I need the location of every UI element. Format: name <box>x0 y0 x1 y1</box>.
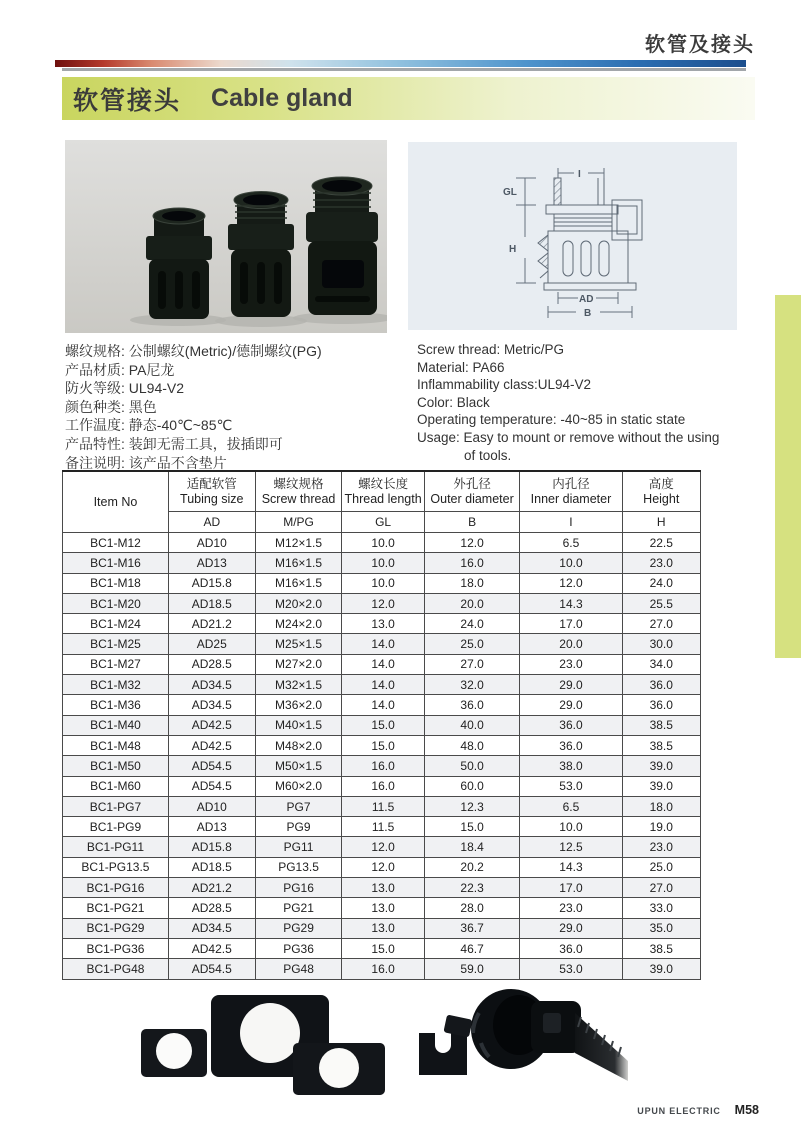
specs-chinese-list <box>65 342 413 472</box>
accessories-photo-image <box>123 977 628 1109</box>
table-cell: 39.0 <box>622 756 701 776</box>
table-cell: AD10 <box>168 533 255 553</box>
table-row <box>63 817 701 837</box>
table-cell: 10.0 <box>342 573 424 593</box>
table-cell: BC1-PG13.5 <box>63 857 169 877</box>
table-cell: BC1-M18 <box>63 573 169 593</box>
col-symbol-i: I <box>520 512 622 533</box>
table-row <box>63 634 701 654</box>
table-cell: BC1-M40 <box>63 715 169 735</box>
table-cell: BC1-PG48 <box>63 959 169 979</box>
table-cell: 38.0 <box>520 756 622 776</box>
spec-line: Color: Black <box>417 394 490 410</box>
spec-table <box>62 470 701 980</box>
table-cell: M16×1.5 <box>255 573 342 593</box>
table-cell: AD15.8 <box>168 837 255 857</box>
table-cell: AD34.5 <box>168 675 255 695</box>
table-cell: 16.0 <box>424 553 520 573</box>
table-row <box>63 695 701 715</box>
table-row <box>63 735 701 755</box>
table-cell: BC1-PG9 <box>63 817 169 837</box>
col-header-outer-diameter: 外孔径 Outer diameter <box>424 471 520 512</box>
table-cell: PG11 <box>255 837 342 857</box>
table-cell: M36×2.0 <box>255 695 342 715</box>
table-cell: 36.0 <box>622 695 701 715</box>
table-cell: AD34.5 <box>168 918 255 938</box>
product-title-zh: 软管接头 <box>73 86 182 115</box>
spec-line: of tools. <box>464 447 512 463</box>
table-row <box>63 654 701 674</box>
table-cell: 23.0 <box>520 898 622 918</box>
table-cell: 29.0 <box>520 918 622 938</box>
table-cell: 10.0 <box>342 553 424 573</box>
table-cell: 15.0 <box>342 735 424 755</box>
table-cell: BC1-M25 <box>63 634 169 654</box>
accessories-photo <box>123 977 628 1109</box>
table-cell: 23.0 <box>520 654 622 674</box>
table-cell: 53.0 <box>520 959 622 979</box>
table-cell: 38.5 <box>622 938 701 958</box>
gland-silhouette-large <box>306 177 378 315</box>
table-cell: 30.0 <box>622 634 701 654</box>
table-cell: 36.0 <box>520 735 622 755</box>
table-cell: BC1-PG16 <box>63 878 169 898</box>
specs-english-list <box>417 341 757 464</box>
table-cell: BC1-M16 <box>63 553 169 573</box>
table-row <box>63 776 701 796</box>
table-cell: 12.0 <box>342 593 424 613</box>
table-cell: 16.0 <box>342 756 424 776</box>
table-cell: 23.0 <box>622 553 701 573</box>
conduit-with-gland <box>531 1001 628 1081</box>
table-cell: 20.0 <box>424 593 520 613</box>
table-cell: 39.0 <box>622 776 701 796</box>
table-cell: 22.3 <box>424 878 520 898</box>
product-title-en: Cable gland <box>211 84 353 112</box>
table-cell: 14.0 <box>342 695 424 715</box>
table-cell: M25×1.5 <box>255 634 342 654</box>
table-cell: BC1-M12 <box>63 533 169 553</box>
table-cell: 23.0 <box>622 837 701 857</box>
col-symbol-gl: GL <box>342 512 424 533</box>
table-row <box>63 675 701 695</box>
table-cell: BC1-M27 <box>63 654 169 674</box>
table-cell: AD54.5 <box>168 776 255 796</box>
table-cell: 39.0 <box>622 959 701 979</box>
table-cell: BC1-M60 <box>63 776 169 796</box>
table-cell: 13.0 <box>342 918 424 938</box>
product-title-bar <box>62 77 755 120</box>
dim-label-ad: AD <box>579 294 594 305</box>
dim-label-h: H <box>509 244 517 255</box>
table-row <box>63 573 701 593</box>
dimension-diagram-image <box>408 142 737 330</box>
table-row <box>63 898 701 918</box>
table-cell: 16.0 <box>342 959 424 979</box>
table-cell: 13.0 <box>342 614 424 634</box>
table-cell: 36.0 <box>520 938 622 958</box>
chapter-title: 软管及接头 <box>645 34 755 56</box>
table-cell: 32.0 <box>424 675 520 695</box>
table-cell: 27.0 <box>424 654 520 674</box>
table-cell: BC1-M32 <box>63 675 169 695</box>
table-cell: 16.0 <box>342 776 424 796</box>
col-symbol-b: B <box>424 512 520 533</box>
table-cell: 27.0 <box>622 878 701 898</box>
spec-line: Material: PA66 <box>417 359 505 375</box>
table-cell: 53.0 <box>520 776 622 796</box>
table-cell: 12.3 <box>424 796 520 816</box>
table-cell: AD54.5 <box>168 756 255 776</box>
table-cell: 19.0 <box>622 817 701 837</box>
table-cell: M48×2.0 <box>255 735 342 755</box>
table-cell: BC1-M24 <box>63 614 169 634</box>
table-row <box>63 756 701 776</box>
table-cell: 10.0 <box>342 533 424 553</box>
table-cell: BC1-PG7 <box>63 796 169 816</box>
table-cell: AD25 <box>168 634 255 654</box>
table-cell: 11.5 <box>342 817 424 837</box>
table-cell: 18.4 <box>424 837 520 857</box>
table-cell: 29.0 <box>520 675 622 695</box>
table-cell: 46.7 <box>424 938 520 958</box>
table-cell: 25.5 <box>622 593 701 613</box>
table-cell: M27×2.0 <box>255 654 342 674</box>
table-cell: 36.7 <box>424 918 520 938</box>
table-cell: BC1-M20 <box>63 593 169 613</box>
table-cell: 14.3 <box>520 593 622 613</box>
side-tab <box>775 295 801 658</box>
table-cell: M12×1.5 <box>255 533 342 553</box>
table-cell: PG29 <box>255 918 342 938</box>
spec-line: 产品材质: PA尼龙 <box>65 361 175 378</box>
col-header-item-no: Item No <box>63 471 169 533</box>
table-cell: AD15.8 <box>168 573 255 593</box>
table-cell: 6.5 <box>520 796 622 816</box>
table-row <box>63 837 701 857</box>
table-cell: 35.0 <box>622 918 701 938</box>
table-cell: AD42.5 <box>168 715 255 735</box>
table-cell: 38.5 <box>622 715 701 735</box>
spec-line: 备注说明: 该产品不含垫片 <box>65 454 227 471</box>
table-cell: 36.0 <box>520 715 622 735</box>
spec-line: 螺纹规格: 公制螺纹(Metric)/德制螺纹(PG) <box>65 343 322 359</box>
spec-line: Screw thread: Metric/PG <box>417 342 565 357</box>
table-cell: AD18.5 <box>168 857 255 877</box>
table-cell: M60×2.0 <box>255 776 342 796</box>
table-cell: PG13.5 <box>255 857 342 877</box>
table-cell: 14.0 <box>342 654 424 674</box>
table-cell: 25.0 <box>622 857 701 877</box>
dim-label-b: B <box>584 308 592 319</box>
table-row <box>63 614 701 634</box>
spec-line: 防火等级: UL94-V2 <box>65 380 185 397</box>
table-cell: AD21.2 <box>168 878 255 898</box>
table-cell: PG48 <box>255 959 342 979</box>
table-cell: 12.0 <box>342 837 424 857</box>
table-cell: 17.0 <box>520 878 622 898</box>
table-cell: M20×2.0 <box>255 593 342 613</box>
table-cell: 38.5 <box>622 735 701 755</box>
table-cell: BC1-PG11 <box>63 837 169 857</box>
table-cell: 12.0 <box>520 573 622 593</box>
footer <box>637 1103 759 1117</box>
table-cell: AD10 <box>168 796 255 816</box>
table-row <box>63 553 701 573</box>
table-cell: 27.0 <box>622 614 701 634</box>
col-symbol-h: H <box>622 512 701 533</box>
table-cell: AD28.5 <box>168 654 255 674</box>
header-rule-shadow <box>62 68 746 71</box>
table-cell: 25.0 <box>424 634 520 654</box>
spec-table-body <box>63 533 701 980</box>
table-cell: M40×1.5 <box>255 715 342 735</box>
table-cell: 15.0 <box>424 817 520 837</box>
table-cell: 17.0 <box>520 614 622 634</box>
table-cell: BC1-M48 <box>63 735 169 755</box>
table-cell: PG21 <box>255 898 342 918</box>
table-row <box>63 918 701 938</box>
table-cell: 34.0 <box>622 654 701 674</box>
table-cell: 50.0 <box>424 756 520 776</box>
diagram-background <box>408 142 737 330</box>
table-cell: AD54.5 <box>168 959 255 979</box>
table-cell: AD18.5 <box>168 593 255 613</box>
table-cell: AD13 <box>168 553 255 573</box>
table-row <box>63 715 701 735</box>
table-cell: BC1-PG36 <box>63 938 169 958</box>
col-symbol-mpg: M/PG <box>255 512 342 533</box>
spec-line: Operating temperature: -40~85 in static state <box>417 412 686 428</box>
table-cell: 15.0 <box>342 715 424 735</box>
table-cell: 18.0 <box>622 796 701 816</box>
table-cell: 12.0 <box>424 533 520 553</box>
table-cell: 48.0 <box>424 735 520 755</box>
table-cell: M50×1.5 <box>255 756 342 776</box>
spec-table-head <box>63 471 701 533</box>
table-cell: PG9 <box>255 817 342 837</box>
table-cell: BC1-PG29 <box>63 918 169 938</box>
table-cell: AD21.2 <box>168 614 255 634</box>
col-header-thread-length: 螺纹长度 Thread length <box>342 471 424 512</box>
table-row <box>63 796 701 816</box>
table-cell: 60.0 <box>424 776 520 796</box>
table-cell: 20.2 <box>424 857 520 877</box>
table-cell: 12.5 <box>520 837 622 857</box>
table-cell: 20.0 <box>520 634 622 654</box>
table-cell: AD42.5 <box>168 938 255 958</box>
col-header-height: 高度 Height <box>622 471 701 512</box>
table-cell: 24.0 <box>424 614 520 634</box>
table-cell: BC1-M36 <box>63 695 169 715</box>
table-cell: 14.3 <box>520 857 622 877</box>
table-cell: AD34.5 <box>168 695 255 715</box>
table-cell: 36.0 <box>424 695 520 715</box>
dim-label-i: I <box>578 169 581 180</box>
spec-line: Usage: Easy to mount or remove without the using <box>417 429 720 445</box>
table-cell: 40.0 <box>424 715 520 735</box>
spec-line: 工作温度: 静态-40℃~85℃ <box>65 417 233 434</box>
table-row <box>63 938 701 958</box>
footer-page-number: M58 <box>734 1103 759 1117</box>
table-row <box>63 959 701 979</box>
col-header-screw-thread: 螺纹规格 Screw thread <box>255 471 342 512</box>
table-cell: 6.5 <box>520 533 622 553</box>
table-cell: M24×2.0 <box>255 614 342 634</box>
spec-line: Inflammability class:UL94-V2 <box>417 377 592 393</box>
table-cell: 13.0 <box>342 898 424 918</box>
table-cell: 24.0 <box>622 573 701 593</box>
product-photo-image <box>65 140 387 333</box>
col-header-tubing-size: 适配软管 Tubing size <box>168 471 255 512</box>
table-cell: 14.0 <box>342 634 424 654</box>
table-cell: 59.0 <box>424 959 520 979</box>
table-cell: BC1-M50 <box>63 756 169 776</box>
table-cell: AD42.5 <box>168 735 255 755</box>
footer-company: UPUN ELECTRIC <box>637 1106 721 1116</box>
table-cell: 29.0 <box>520 695 622 715</box>
gland-silhouette-medium <box>228 192 294 318</box>
table-cell: 10.0 <box>520 817 622 837</box>
table-cell: M32×1.5 <box>255 675 342 695</box>
table-cell: M16×1.5 <box>255 553 342 573</box>
table-row <box>63 533 701 553</box>
spec-line: 颜色种类: 黑色 <box>65 398 157 415</box>
table-cell: 18.0 <box>424 573 520 593</box>
table-cell: 22.5 <box>622 533 701 553</box>
table-cell: 10.0 <box>520 553 622 573</box>
table-cell: 13.0 <box>342 878 424 898</box>
table-cell: 36.0 <box>622 675 701 695</box>
dim-label-gl: GL <box>503 187 517 198</box>
table-cell: 28.0 <box>424 898 520 918</box>
table-cell: AD13 <box>168 817 255 837</box>
header-rule <box>55 60 746 67</box>
table-cell: 12.0 <box>342 857 424 877</box>
table-cell: 14.0 <box>342 675 424 695</box>
clamp-blocks <box>141 995 473 1095</box>
table-cell: PG16 <box>255 878 342 898</box>
product-photo <box>65 140 387 333</box>
dimension-diagram <box>408 142 737 330</box>
table-cell: PG7 <box>255 796 342 816</box>
table-row <box>63 857 701 877</box>
col-header-inner-diameter: 内孔径 Inner diameter <box>520 471 622 512</box>
table-cell: BC1-PG21 <box>63 898 169 918</box>
table-cell: AD28.5 <box>168 898 255 918</box>
table-cell: 15.0 <box>342 938 424 958</box>
col-symbol-ad: AD <box>168 512 255 533</box>
spec-line: 产品特性: 装卸无需工具，拔插即可 <box>65 435 283 452</box>
table-cell: 11.5 <box>342 796 424 816</box>
table-row <box>63 593 701 613</box>
table-row <box>63 878 701 898</box>
table-cell: 33.0 <box>622 898 701 918</box>
gland-silhouette-small <box>146 208 212 319</box>
table-cell: PG36 <box>255 938 342 958</box>
